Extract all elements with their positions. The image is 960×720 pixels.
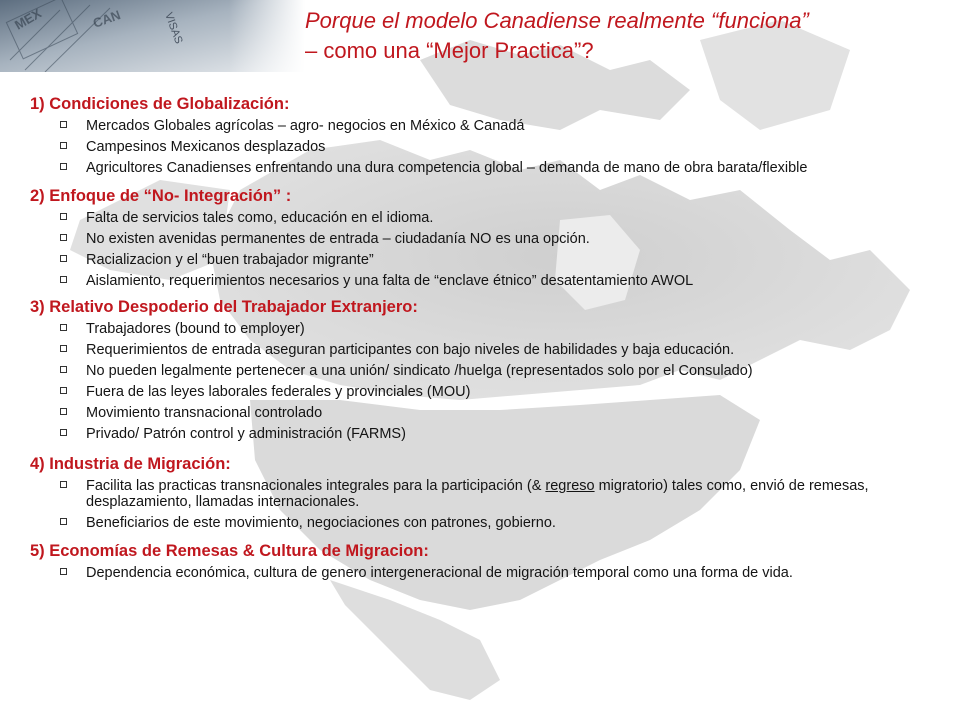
list-item bbox=[30, 118, 950, 134]
square-bullet-icon bbox=[60, 481, 67, 488]
bullet-list bbox=[30, 321, 950, 442]
section-industria-migracion bbox=[30, 454, 950, 531]
section-despoderio bbox=[30, 297, 950, 442]
list-item-text: Privado/ Patrón control y administración (FARMS) bbox=[86, 426, 406, 442]
section-heading: 2) Enfoque de “No- Integración” : bbox=[30, 187, 292, 205]
square-bullet-icon bbox=[60, 408, 67, 415]
square-bullet-icon bbox=[60, 276, 67, 283]
slide-title-line2: – como una “Mejor Practica”? bbox=[305, 38, 594, 63]
square-bullet-icon bbox=[60, 345, 67, 352]
square-bullet-icon bbox=[60, 387, 67, 394]
square-bullet-icon bbox=[60, 121, 67, 128]
list-item bbox=[30, 252, 950, 268]
section-no-integracion bbox=[30, 186, 950, 289]
slide-content bbox=[30, 94, 950, 586]
list-item-text: Beneficiarios de este movimiento, negociaciones con patrones, gobierno. bbox=[86, 515, 556, 531]
square-bullet-icon bbox=[60, 518, 67, 525]
list-item-text: No existen avenidas permanentes de entrada – ciudadanía NO es una opción. bbox=[86, 231, 590, 247]
list-item bbox=[30, 478, 950, 510]
section-globalizacion bbox=[30, 94, 950, 176]
list-item-text: Requerimientos de entrada aseguran participantes con bajo niveles de habilidades y baja educación. bbox=[86, 342, 735, 358]
square-bullet-icon bbox=[60, 366, 67, 373]
section-heading: 5) Economías de Remesas & Cultura de Migracion: bbox=[30, 542, 429, 560]
list-item-text: Falta de servicios tales como, educación en el idioma. bbox=[86, 210, 434, 226]
section-heading: 4) Industria de Migración: bbox=[30, 455, 231, 473]
list-item-text: Racializacion y el “buen trabajador migrante” bbox=[86, 252, 374, 268]
bullet-list bbox=[30, 118, 950, 176]
list-item bbox=[30, 363, 950, 379]
list-item bbox=[30, 139, 950, 155]
section-economias-remesas bbox=[30, 541, 950, 581]
list-item bbox=[30, 160, 950, 176]
list-item-text: Trabajadores (bound to employer) bbox=[86, 321, 305, 337]
square-bullet-icon bbox=[60, 234, 67, 241]
visa-stamp-photo bbox=[0, 0, 305, 72]
slide-title bbox=[305, 6, 955, 66]
section-heading: 1) Condiciones de Globalización: bbox=[30, 95, 290, 113]
square-bullet-icon bbox=[60, 163, 67, 170]
list-item bbox=[30, 405, 950, 421]
list-item-text: Agricultores Canadienses enfrentando una dura competencia global – demanda de mano de obra barata/flexible bbox=[86, 160, 808, 176]
section-heading: 3) Relativo Despoderio del Trabajador Extranjero: bbox=[30, 298, 418, 316]
bullet-list bbox=[30, 565, 950, 581]
list-item bbox=[30, 342, 950, 358]
list-item-text: Dependencia económica, cultura de genero intergeneracional de migración temporal como una forma de vida. bbox=[86, 565, 793, 581]
square-bullet-icon bbox=[60, 142, 67, 149]
list-item-text-after: migratorio) tales como, envió de remesas, desplazamiento, llamadas internacionales. bbox=[86, 478, 869, 510]
list-item bbox=[30, 515, 950, 531]
list-item bbox=[30, 321, 950, 337]
list-item bbox=[30, 231, 950, 247]
list-item bbox=[30, 565, 950, 581]
list-item-text: Aislamiento, requerimientos necesarios y una falta de “enclave étnico” desatentamiento AWOL bbox=[86, 273, 694, 289]
list-item-text: Movimiento transnacional controlado bbox=[86, 405, 323, 421]
list-item bbox=[30, 384, 950, 400]
bullet-list bbox=[30, 210, 950, 289]
list-item-text: No pueden legalmente pertenecer a una unión/ sindicato /huelga (representados solo por el Consulado) bbox=[86, 363, 753, 379]
square-bullet-icon bbox=[60, 568, 67, 575]
square-bullet-icon bbox=[60, 324, 67, 331]
slide-title-line1: Porque el modelo Canadiense realmente “funciona” bbox=[305, 8, 809, 33]
list-item-text: Campesinos Mexicanos desplazados bbox=[86, 139, 326, 155]
list-item bbox=[30, 426, 950, 442]
square-bullet-icon bbox=[60, 255, 67, 262]
list-item-text: Fuera de las leyes laborales federales y provinciales (MOU) bbox=[86, 384, 471, 400]
list-item-text-before: Facilita las practicas transnacionales integrales para la participación (& bbox=[86, 478, 546, 494]
square-bullet-icon bbox=[60, 429, 67, 436]
list-item bbox=[30, 273, 950, 289]
list-item bbox=[30, 210, 950, 226]
underlined-word: regreso bbox=[545, 478, 595, 494]
list-item-text: Mercados Globales agrícolas – agro- negocios en México & Canadá bbox=[86, 118, 525, 134]
square-bullet-icon bbox=[60, 213, 67, 220]
bullet-list bbox=[30, 478, 950, 531]
